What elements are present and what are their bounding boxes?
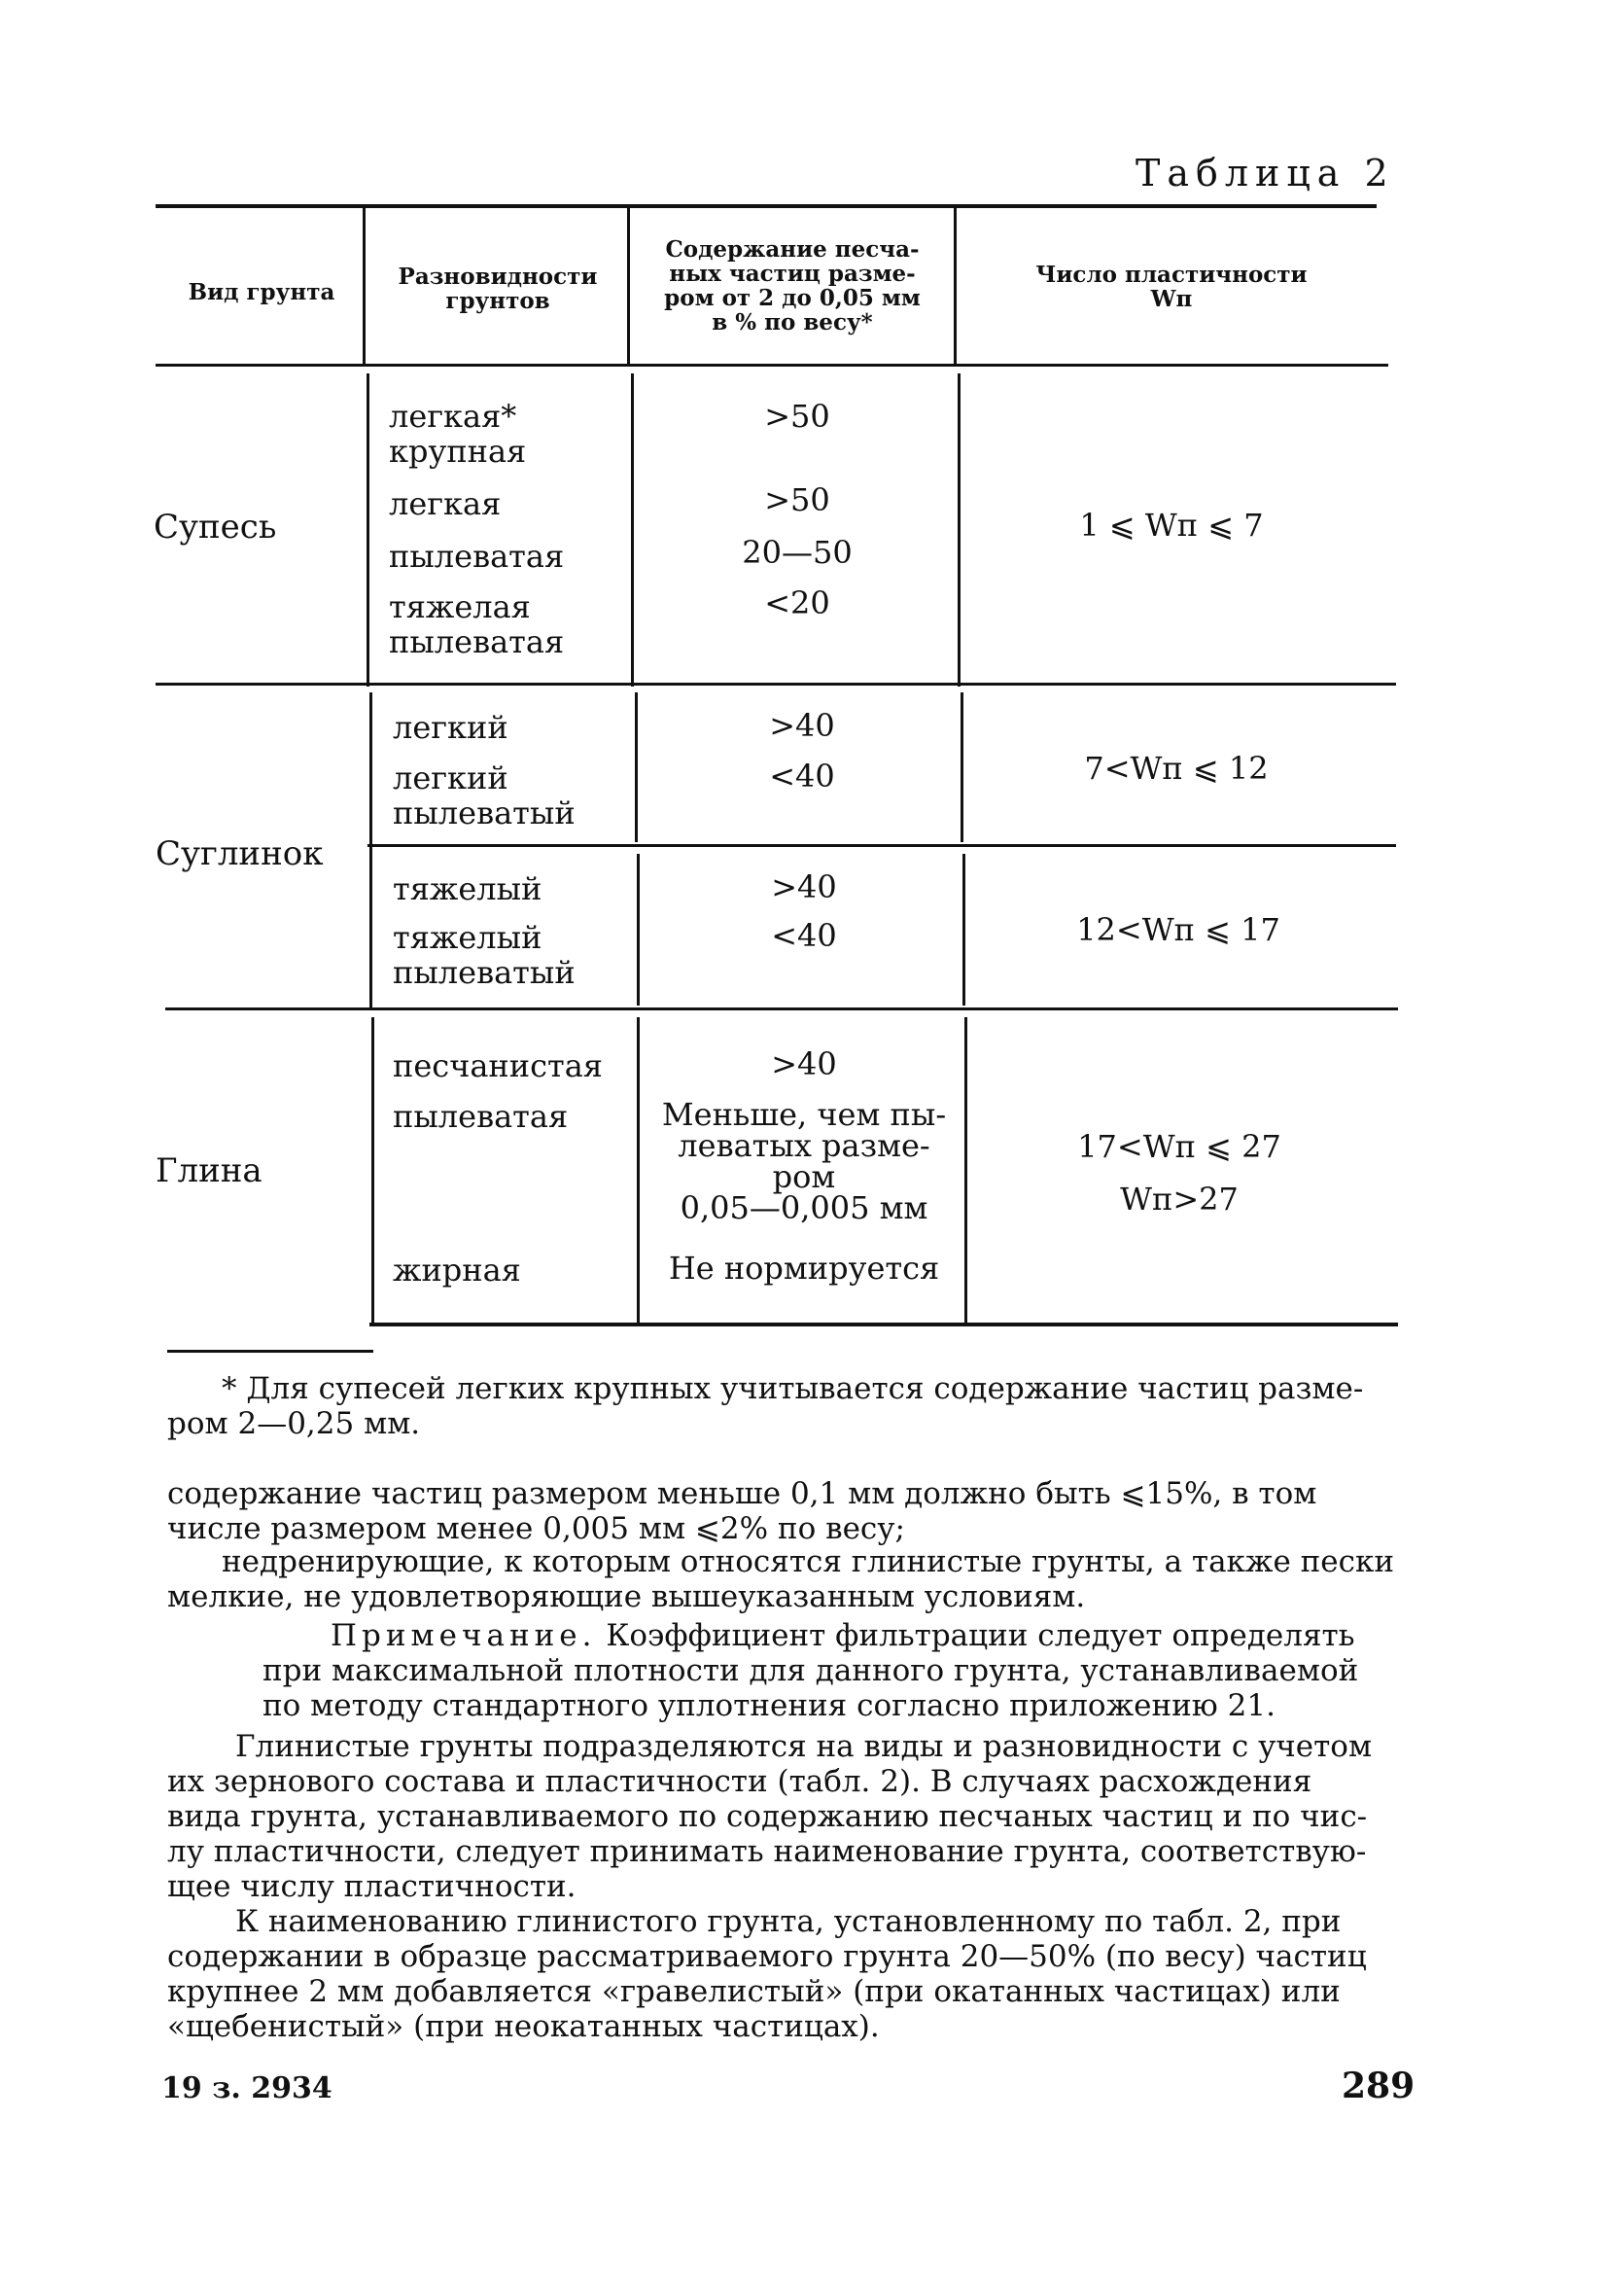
col-divider-1 [367,373,369,687]
variety-cell: пылеватая [389,538,565,575]
note: Примечание. Коэффициент фильтрации следует определять при максимальной плотности для данного грунта, устанавливаемой по методу стандартного уплотнения согласно приложению 21. [262,1618,1359,1723]
sand-value: >40 [769,707,835,744]
table-footnote: * Для супесей легких крупных учитывается содержание частиц разме- ром 2—0,25 мм. [167,1371,1364,1441]
body-paragraph: Глинистые грунты подразделяются на виды и разновидности с учетом их зернового состава и пластичности (табл. 2). В случаях расхождения вида грунта, устанавливаемого по содержанию песчаных частиц и по чис- лу пластичности, следует принимать наименование грунта, соответствую- щее числу пластичности. [167,1729,1373,1904]
sand-value: 20—50 [742,534,853,571]
footnote-rule [167,1350,373,1353]
col-divider-2 [637,854,640,1006]
print-signature: 19 з. 2934 [161,2071,332,2105]
header-plasticity: Число пластичности Wп [1035,262,1308,312]
plasticity-value: 1 ⩽ Wп ⩽ 7 [1079,507,1264,544]
sand-value: <40 [771,917,837,954]
soil-kind-sandy-loam: Супесь [154,508,277,547]
col-divider-3 [954,208,957,364]
table-top-rule [156,204,1377,208]
sand-value: <20 [764,584,830,621]
sand-value: <40 [769,758,835,795]
group-rule-1 [156,683,1396,686]
variety-cell: легкая* крупная [389,398,527,470]
sand-value: >50 [764,398,830,435]
body-paragraph: К наименованию глинистого грунта, установленному по табл. 2, при содержании в образце рассматриваемого грунта 20—50% (по весу) частиц крупнее 2 мм добавляется «гравелистый» (при окатанных частицах) или «щебенистый» (при неокатанных частицах). [167,1904,1367,2044]
plasticity-value: 17<Wп ⩽ 27 Wп>27 [1077,1128,1281,1218]
table-caption: Таблица 2 [1136,152,1395,194]
sand-value: Меньше, чем пы- леватых разме- ром 0,05—0,005 мм [661,1096,947,1226]
paragraph: содержание частиц размером меньше 0,1 мм должно быть ⩽15%, в том числе размером менее 0,005 мм ⩽2% по весу; [167,1476,1317,1546]
col-divider-1 [363,208,366,364]
variety-cell: легкая [389,485,502,522]
header-variety: Разновидности грунтов [398,264,598,314]
variety-cell: легкий пылеватый [393,759,576,831]
col-divider-3 [958,373,961,687]
paragraph: недренирующие, к которым относятся глинистые грунты, а также пески мелкие, не удовлетворяющие вышеуказанным условиям. [167,1544,1395,1614]
note-label: Примечание. [331,1618,597,1653]
variety-cell: тяжелый пылеватый [393,919,576,991]
col-divider-2 [631,373,634,687]
plasticity-value: 12<Wп ⩽ 17 [1076,911,1280,948]
table-bottom-rule [369,1323,1398,1326]
page-number: 289 [1342,2066,1416,2106]
sand-value: >50 [764,481,830,518]
header-sand-content: Содержание песча- ных частиц разме- ром от 2 до 0,05 мм в % по весу* [664,236,921,336]
plasticity-value: 7<Wп ⩽ 12 [1084,750,1269,787]
col-divider-2 [635,692,638,842]
table-header-rule [156,364,1388,367]
variety-cell: песчанистая [393,1047,603,1084]
col-divider-2 [637,1017,640,1323]
sand-value: >40 [771,1045,837,1082]
subgroup-rule [367,844,1396,847]
variety-cell: тяжелый [393,870,542,907]
sand-value: >40 [771,868,837,905]
variety-cell: легкий [393,709,508,746]
soil-kind-loam: Суглинок [156,834,324,873]
sand-value: Не нормируется [668,1250,940,1287]
col-divider-1 [369,692,372,1007]
variety-cell: тяжелая пылеватая [389,588,565,660]
col-divider-1 [371,1017,374,1323]
header-kind: Вид грунта [188,279,335,305]
variety-cell: пылеватая [393,1098,569,1135]
variety-cell: жирная [393,1252,521,1289]
col-divider-2 [627,208,630,364]
soil-kind-clay: Глина [156,1151,262,1190]
col-divider-3 [964,1017,967,1323]
group-rule-2 [165,1007,1398,1010]
